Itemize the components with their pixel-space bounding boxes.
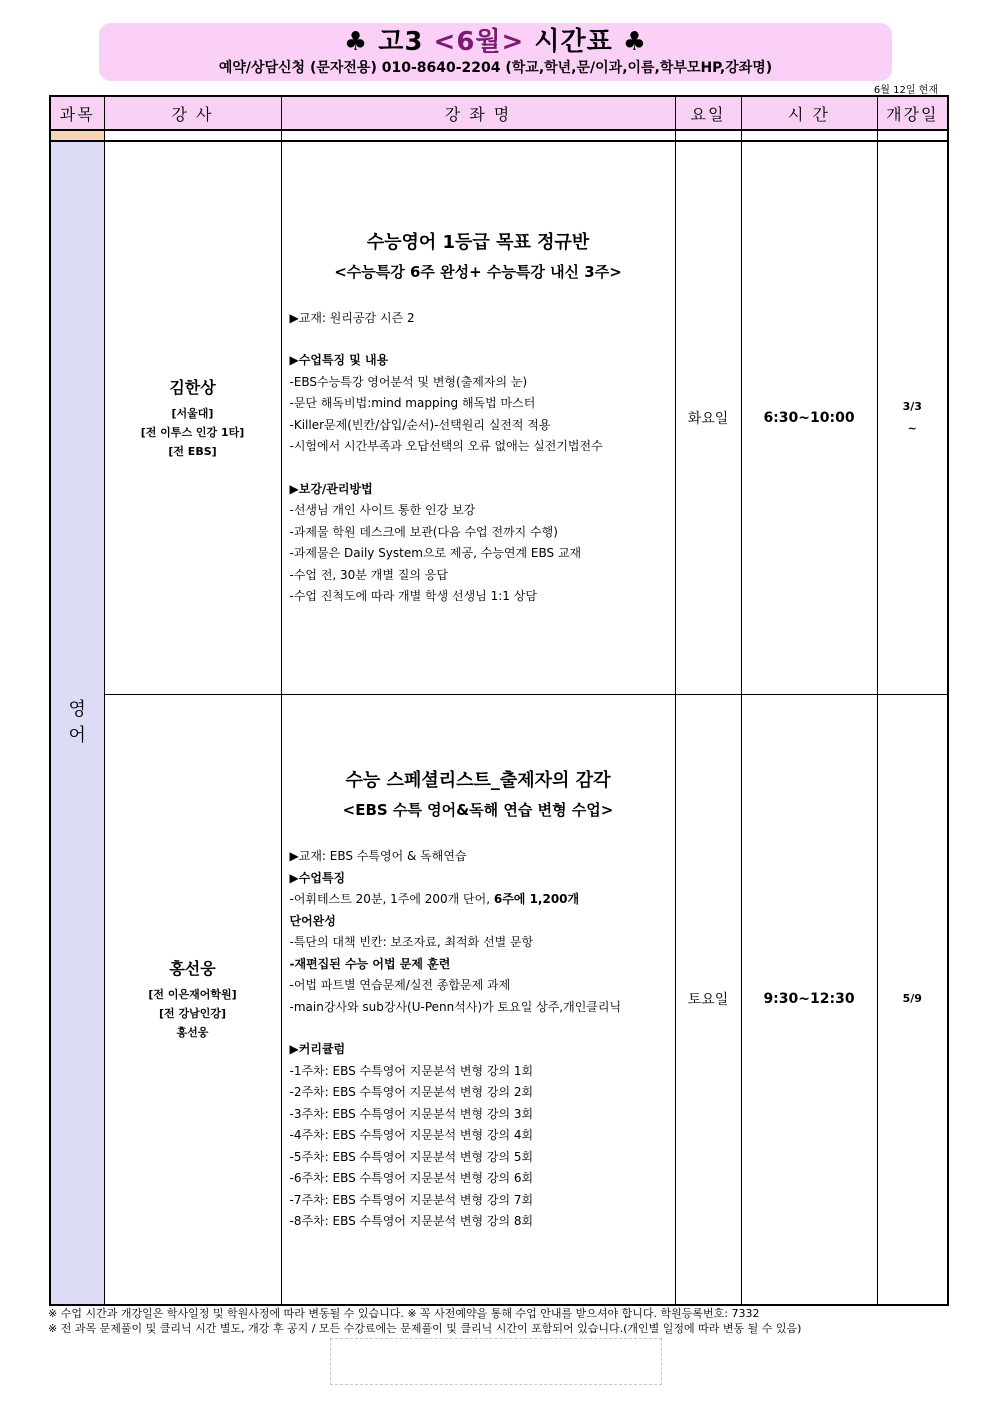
- teacher-credential: [전 이은재어학원]: [148, 988, 237, 1002]
- start-date: 3/3 ~: [877, 141, 948, 694]
- feature-line: -Killer문제(빈칸/삽입/순서)-선택원리 실전적 적용: [289, 417, 551, 432]
- course-title: 수능영어 1등급 목표 정규반: [366, 231, 590, 253]
- col-header-course: 강 좌 명: [281, 96, 675, 130]
- class-time: 9:30~12:30: [741, 694, 877, 1305]
- teacher-credential: 홍선웅: [176, 1026, 209, 1040]
- subject-english: 영 어: [50, 141, 104, 1305]
- contact-subtitle: 예약/상담신청 (문자전용) 010-8640-2204 (학교,학년,문/이과,이름,학부모HP,강좌명): [218, 60, 773, 76]
- col-header-teacher: 강 사: [104, 96, 281, 130]
- start-date: 5/9: [877, 694, 948, 1305]
- curriculum-line: -2주차: EBS 수특영어 지문분석 변형 강의 2회: [289, 1085, 534, 1099]
- title-suffix: 시간표 ♣: [524, 27, 648, 57]
- teacher-cell: [104, 141, 281, 694]
- separator-row: [50, 130, 948, 141]
- col-header-start: 개강일: [877, 96, 948, 130]
- course-cell: [281, 694, 675, 1305]
- course-title: 수능 스페셜리스트_출제자의 감각: [345, 770, 611, 791]
- blank-stamp-box: [330, 1338, 662, 1385]
- curriculum-line: -3주차: EBS 수특영어 지문분석 변형 강의 3회: [289, 1106, 534, 1121]
- management-line: -선생님 개인 사이트 통한 인강 보강: [289, 503, 476, 518]
- feature-line: -재편집된 수능 어법 문제 훈련: [289, 956, 451, 971]
- curriculum-line: -1주차: EBS 수특영어 지문분석 변형 강의 1회: [289, 1063, 534, 1078]
- footnote-line: ※ 전 과목 문제풀이 및 클리닉 시간 별도, 개강 후 공지 / 모든 수강료에는 문제풀이 및 클리닉 시간이 포함되어 있습니다.(개인별 일정에 따라 변동 될 수 있음): [48, 1322, 802, 1335]
- title-banner: [99, 23, 892, 81]
- course-subtitle: <수능특강 6주 완성+ 수능특강 내신 3주>: [334, 262, 622, 281]
- col-header-subject: 과목: [50, 96, 104, 130]
- curriculum-line: -8주차: EBS 수특영어 지문분석 변형 강의 8회: [289, 1214, 534, 1228]
- class-day: 화요일: [675, 141, 741, 694]
- col-header-time: 시 간: [741, 96, 877, 130]
- class-time: 6:30~10:00: [741, 141, 877, 694]
- curriculum-line: -6주차: EBS 수특영어 지문분석 변형 강의 6회: [289, 1171, 534, 1185]
- teacher-name: 김한상: [169, 377, 216, 397]
- footnote-line: ※ 수업 시간과 개강일은 학사일정 및 학원사정에 따라 변동될 수 있습니다. ※ 꼭 사전예약을 통해 수업 안내를 받으셔야 합니다. 학원등록번호: 7332: [48, 1307, 760, 1320]
- table-header-row: [50, 96, 948, 130]
- timetable: [49, 95, 949, 1306]
- feature-line: 단어완성: [289, 913, 336, 928]
- teacher-credential: [전 이투스 인강 1타]: [140, 425, 245, 439]
- management-line: -수업 전, 30분 개별 질의 응답: [289, 567, 448, 582]
- feature-line: -어법 파트별 연습문제/실전 종합문제 과제: [289, 978, 511, 992]
- management-line: -과제물은 Daily System으로 제공, 수능연계 EBS 교재: [289, 546, 582, 561]
- teacher-cell: [104, 694, 281, 1305]
- teacher-credential: [전 강남인강]: [158, 1007, 226, 1021]
- course-subtitle: <EBS 수특 영어&독해 연습 변형 수업>: [342, 801, 614, 819]
- textbook-line: ▶교재: 원리공감 시즌 2: [289, 310, 415, 325]
- page-title: [99, 25, 892, 59]
- teacher-credential: [전 EBS]: [168, 444, 217, 458]
- table-row: [50, 694, 948, 1305]
- table-row: [50, 141, 948, 694]
- feature-line: -문단 해독비법:mind mapping 해독법 마스터: [289, 396, 536, 411]
- feature-line: -EBS수능특강 영어분석 및 변형(출제자의 눈): [289, 374, 528, 389]
- teacher-credential: [서울대]: [171, 406, 214, 420]
- feature-line: -시험에서 시간부족과 오답선택의 오류 없애는 실전기법전수: [289, 439, 603, 454]
- management-line: -수업 진척도에 따라 개별 학생 선생님 1:1 상담: [289, 589, 537, 604]
- feature-line: -어휘테스트 20분, 1주에 200개 단어, 6주에 1,200개: [289, 892, 580, 906]
- feature-line: -main강사와 sub강사(U-Penn석사)가 토요일 상주,개인클리닉: [289, 999, 622, 1014]
- class-day: 토요일: [675, 694, 741, 1305]
- curriculum-line: -5주차: EBS 수특영어 지문분석 변형 강의 5회: [289, 1149, 534, 1164]
- curriculum-heading: ▶커리큘럼: [289, 1042, 346, 1056]
- management-heading: ▶보강/관리방법: [289, 481, 373, 496]
- curriculum-line: -4주차: EBS 수특영어 지문분석 변형 강의 4회: [289, 1128, 534, 1142]
- features-heading: ▶수업특징: [289, 870, 346, 885]
- col-header-day: 요일: [675, 96, 741, 130]
- feature-line: -특단의 대책 빈칸: 보조자료, 최적화 선별 문항: [289, 935, 534, 949]
- footnotes: [48, 1306, 948, 1336]
- teacher-name: 홍선웅: [169, 959, 216, 979]
- features-heading: ▶수업특징 및 내용: [289, 353, 389, 368]
- curriculum-line: -7주차: EBS 수특영어 지문분석 변형 강의 7회: [289, 1192, 534, 1207]
- management-line: -과제물 학원 데스크에 보관(다음 수업 전까지 수행): [289, 524, 558, 539]
- course-cell: [281, 141, 675, 694]
- textbook-line: ▶교재: EBS 수특영어 & 독해연습: [289, 849, 467, 863]
- title-prefix: ♣ 고3: [343, 27, 434, 57]
- as-of-date: 6월 12일 현재: [873, 85, 938, 96]
- title-month: <6월>: [433, 27, 525, 57]
